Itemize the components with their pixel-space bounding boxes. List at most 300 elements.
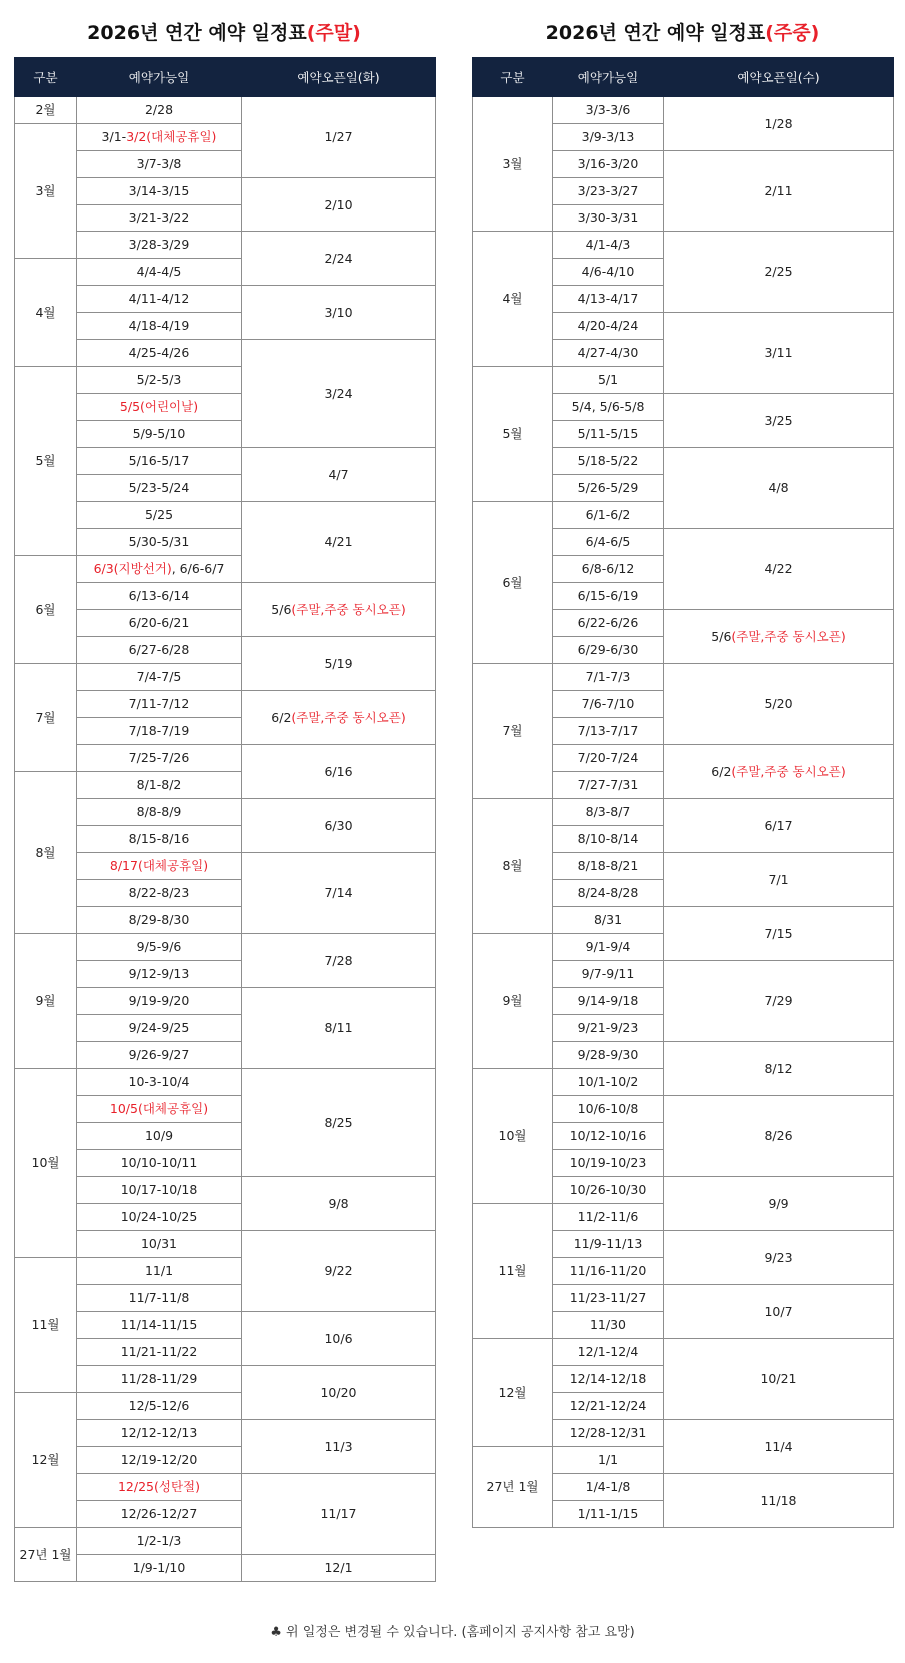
open-date-text: 6/2 — [711, 763, 732, 779]
available-date-text: 10/10-10/11 — [120, 1155, 198, 1170]
available-date-cell — [77, 1177, 242, 1204]
available-date-text: 8/31 — [593, 912, 623, 927]
available-date-cell — [77, 880, 242, 907]
available-date-cell — [77, 178, 242, 205]
open-date-text: 11/17 — [320, 1506, 357, 1521]
available-date-text: 5/4, 5/6-5/8 — [571, 399, 645, 414]
available-date-cell — [77, 556, 242, 583]
available-date-text: 8/29-8/30 — [128, 912, 190, 927]
available-date-text: 8/22-8/23 — [128, 885, 190, 900]
available-date-text: 12/5-12/6 — [128, 1398, 190, 1413]
table-row — [15, 502, 436, 529]
available-date-cell — [77, 718, 242, 745]
month-cell: 4월 — [473, 232, 553, 367]
month-cell: 12월 — [473, 1339, 553, 1447]
month-cell: 27년 1월 — [15, 1528, 77, 1582]
open-date-cell — [664, 1096, 894, 1177]
available-date-text: 5/16-5/17 — [128, 453, 190, 468]
table-row — [15, 799, 436, 826]
available-date-text: 4/6-4/10 — [581, 264, 635, 279]
open-date-cell — [242, 502, 436, 583]
available-date-cell — [77, 1123, 242, 1150]
open-date-cell — [664, 664, 894, 745]
available-date-text: 6/29-6/30 — [577, 642, 639, 657]
available-date-cell — [553, 1015, 664, 1042]
available-date-text: , 6/6-6/7 — [171, 561, 225, 576]
available-date-highlight-text: 12/25(성탄절) — [117, 1479, 200, 1494]
available-date-text: 3/14-3/15 — [128, 183, 190, 198]
available-date-text: 1/1 — [597, 1452, 619, 1467]
table-row — [473, 232, 894, 259]
open-date-cell — [664, 745, 894, 799]
open-date-cell — [242, 583, 436, 637]
open-date-cell — [242, 448, 436, 502]
available-date-text: 10/6-10/8 — [577, 1101, 639, 1116]
available-date-text: 7/13-7/17 — [577, 723, 639, 738]
available-date-text: 4/11-4/12 — [128, 291, 190, 306]
available-date-cell — [553, 961, 664, 988]
open-date-highlight-text: (주말,주중 동시오픈) — [731, 763, 846, 779]
available-date-cell — [553, 583, 664, 610]
available-date-cell — [553, 1258, 664, 1285]
table-row — [15, 1366, 436, 1393]
col-header-available-dates: 예약가능일 — [77, 58, 242, 97]
col-header-open-date: 예약오픈일(화) — [242, 58, 436, 97]
month-cell: 7월 — [473, 664, 553, 799]
month-cell: 8월 — [15, 772, 77, 934]
col-header-open-date: 예약오픈일(수) — [664, 58, 894, 97]
available-date-text: 9/19-9/20 — [128, 993, 190, 1008]
open-date-cell — [664, 1420, 894, 1474]
open-date-text: 5/6 — [271, 601, 292, 617]
available-date-cell — [77, 205, 242, 232]
open-date-cell — [664, 1177, 894, 1231]
month-cell: 8월 — [473, 799, 553, 934]
available-date-text: 9/5-9/6 — [136, 939, 182, 954]
available-date-highlight-text: 6/3(지방선거) — [93, 561, 172, 576]
available-date-text: 8/1-8/2 — [136, 777, 182, 792]
available-date-cell — [77, 772, 242, 799]
open-date-cell — [664, 853, 894, 907]
open-date-text: 8/25 — [324, 1114, 353, 1130]
available-date-cell — [77, 259, 242, 286]
available-date-text: 3/7-3/8 — [136, 156, 182, 171]
available-date-text: 10/26-10/30 — [569, 1182, 647, 1197]
open-date-cell — [664, 961, 894, 1042]
open-date-text: 2/10 — [324, 196, 353, 212]
available-date-cell — [77, 1096, 242, 1123]
table-row — [473, 664, 894, 691]
available-date-cell — [77, 232, 242, 259]
open-date-cell — [664, 1474, 894, 1528]
open-date-text: 1/27 — [324, 129, 353, 144]
available-date-text: 4/4-4/5 — [136, 264, 182, 279]
available-date-text: 6/1-6/2 — [585, 507, 631, 522]
open-date-text: 4/21 — [324, 534, 353, 549]
open-date-text: 6/2 — [271, 709, 292, 725]
available-date-text: 5/30-5/31 — [128, 534, 190, 549]
weekend-title-tag: (주말) — [306, 22, 361, 44]
table-row — [15, 583, 436, 610]
available-date-cell — [77, 1501, 242, 1528]
available-date-cell — [77, 421, 242, 448]
open-date-cell — [242, 178, 436, 232]
available-date-text: 9/21-9/23 — [577, 1020, 639, 1035]
available-date-text: 6/20-6/21 — [128, 615, 190, 630]
open-date-highlight-text: (주말,주중 동시오픈) — [291, 601, 406, 617]
month-cell: 4월 — [15, 259, 77, 367]
available-date-text: 1/4-1/8 — [585, 1479, 631, 1494]
table-row — [15, 988, 436, 1015]
available-date-cell — [553, 826, 664, 853]
available-date-cell — [553, 1366, 664, 1393]
available-date-text: 7/27-7/31 — [577, 777, 639, 792]
available-date-text: 10/24-10/25 — [120, 1209, 198, 1224]
available-date-cell — [77, 691, 242, 718]
open-date-text: 2/25 — [764, 264, 793, 279]
available-date-text: 9/24-9/25 — [128, 1020, 190, 1035]
weekday-title — [472, 18, 893, 48]
table-row — [473, 97, 894, 124]
available-date-text: 5/2-5/3 — [136, 372, 182, 387]
open-date-text: 3/24 — [324, 385, 353, 401]
available-date-text: 12/12-12/13 — [120, 1425, 198, 1440]
available-date-cell — [553, 1150, 664, 1177]
available-date-cell — [553, 610, 664, 637]
available-date-text: 7/11-7/12 — [128, 696, 190, 711]
available-date-text: 7/4-7/5 — [136, 669, 182, 684]
available-date-text: 4/25-4/26 — [128, 345, 190, 360]
open-date-text: 11/4 — [764, 1438, 793, 1454]
open-date-cell — [242, 286, 436, 340]
available-date-text: 7/6-7/10 — [581, 696, 635, 711]
open-date-text: 9/23 — [764, 1249, 793, 1265]
table-header-row — [473, 58, 894, 97]
available-date-cell — [553, 151, 664, 178]
available-date-text: 12/21-12/24 — [569, 1398, 647, 1413]
available-date-text: 11/7-11/8 — [128, 1290, 190, 1305]
available-date-text: 4/18-4/19 — [128, 318, 190, 333]
available-date-cell — [553, 394, 664, 421]
available-date-text: 11/28-11/29 — [120, 1371, 198, 1386]
open-date-text: 10/21 — [760, 1371, 797, 1386]
available-date-text: 9/7-9/11 — [581, 966, 635, 981]
available-date-cell — [553, 475, 664, 502]
open-date-text: 2/11 — [764, 183, 793, 198]
month-cell: 11월 — [15, 1258, 77, 1393]
available-date-text: 6/4-6/5 — [585, 534, 631, 549]
open-date-text: 12/1 — [324, 1560, 353, 1575]
available-date-text: 10/31 — [140, 1236, 178, 1251]
available-date-cell — [77, 97, 242, 124]
available-date-cell — [77, 529, 242, 556]
available-date-text: 10/17-10/18 — [120, 1182, 198, 1197]
month-cell: 10월 — [15, 1069, 77, 1258]
available-date-text: 5/9-5/10 — [132, 426, 186, 441]
open-date-cell — [664, 799, 894, 853]
available-date-cell — [77, 313, 242, 340]
available-date-text: 12/1-12/4 — [577, 1344, 639, 1359]
available-date-text: 8/10-8/14 — [577, 831, 639, 846]
available-date-cell — [553, 691, 664, 718]
open-date-cell — [664, 232, 894, 313]
open-date-text: 9/8 — [328, 1195, 349, 1211]
open-date-cell — [242, 853, 436, 934]
available-date-cell — [77, 151, 242, 178]
available-date-cell — [553, 718, 664, 745]
available-date-highlight-text: 8/17(대체공휴일) — [109, 858, 209, 873]
available-date-text: 1/11-1/15 — [577, 1506, 639, 1521]
available-date-text: 9/28-9/30 — [577, 1047, 639, 1062]
available-date-text: 11/1 — [144, 1263, 174, 1278]
table-row — [15, 286, 436, 313]
open-date-cell — [242, 1177, 436, 1231]
available-date-text: 1/9-1/10 — [132, 1560, 186, 1575]
available-date-cell — [553, 1123, 664, 1150]
available-date-cell — [553, 1177, 664, 1204]
available-date-cell — [553, 745, 664, 772]
available-date-text: 11/9-11/13 — [573, 1236, 643, 1251]
open-date-text: 6/30 — [324, 817, 353, 833]
available-date-cell — [553, 1447, 664, 1474]
available-date-text: 5/25 — [144, 507, 174, 522]
weekday-title-text: 2026년 연간 예약 일정표 — [545, 22, 766, 44]
available-date-text: 11/21-11/22 — [120, 1344, 198, 1359]
table-row — [15, 97, 436, 124]
open-date-cell — [242, 691, 436, 745]
table-row — [15, 1420, 436, 1447]
month-cell: 3월 — [15, 124, 77, 259]
available-date-text: 5/26-5/29 — [577, 480, 639, 495]
available-date-cell — [77, 1474, 242, 1501]
available-date-cell — [553, 232, 664, 259]
available-date-text: 8/18-8/21 — [577, 858, 639, 873]
open-date-cell — [242, 340, 436, 448]
open-date-cell — [664, 97, 894, 151]
open-date-cell — [242, 97, 436, 178]
table-row — [15, 340, 436, 367]
open-date-cell — [242, 1555, 436, 1582]
open-date-cell — [242, 988, 436, 1069]
available-date-text: 4/1-4/3 — [585, 237, 631, 252]
available-date-text: 12/26-12/27 — [120, 1506, 198, 1521]
available-date-cell — [553, 97, 664, 124]
open-date-cell — [664, 1339, 894, 1420]
col-header-category: 구분 — [473, 58, 553, 97]
open-date-text: 7/14 — [324, 885, 353, 900]
table-row — [15, 1231, 436, 1258]
open-date-cell — [664, 313, 894, 394]
open-date-text: 4/8 — [768, 480, 789, 495]
available-date-cell — [77, 1339, 242, 1366]
available-date-cell — [77, 448, 242, 475]
open-date-text: 1/28 — [764, 115, 793, 131]
available-date-cell — [553, 934, 664, 961]
available-date-cell — [77, 1447, 242, 1474]
available-date-text: 9/14-9/18 — [577, 993, 639, 1008]
available-date-text: 9/12-9/13 — [128, 966, 190, 981]
month-cell: 2월 — [15, 97, 77, 124]
available-date-cell — [77, 1528, 242, 1555]
open-date-cell — [664, 151, 894, 232]
available-date-text: 6/27-6/28 — [128, 642, 190, 657]
available-date-text: 5/11-5/15 — [577, 426, 639, 441]
open-date-text: 7/29 — [764, 993, 793, 1008]
table-row — [15, 1474, 436, 1501]
available-date-cell — [77, 988, 242, 1015]
available-date-highlight-text: 3/2(대체공휴일) — [126, 129, 217, 144]
open-date-text: 3/10 — [324, 304, 353, 320]
available-date-cell — [553, 1069, 664, 1096]
available-date-text: 9/1-9/4 — [585, 939, 631, 954]
available-date-text: 11/30 — [589, 1317, 627, 1332]
open-date-text: 7/1 — [768, 871, 789, 887]
open-date-text: 3/25 — [764, 412, 793, 428]
table-row — [473, 799, 894, 826]
weekday-schedule-table — [472, 57, 894, 1528]
available-date-cell — [553, 853, 664, 880]
open-date-cell — [664, 394, 894, 448]
open-date-cell — [242, 637, 436, 691]
open-date-cell — [242, 1366, 436, 1420]
available-date-cell — [553, 1339, 664, 1366]
table-row — [15, 853, 436, 880]
available-date-cell — [77, 1015, 242, 1042]
open-date-cell — [242, 934, 436, 988]
month-cell: 7월 — [15, 664, 77, 772]
month-cell: 12월 — [15, 1393, 77, 1528]
available-date-cell — [77, 475, 242, 502]
month-cell: 3월 — [473, 97, 553, 232]
available-date-text: 6/13-6/14 — [128, 588, 190, 603]
open-date-text: 5/20 — [764, 696, 793, 711]
weekend-schedule-table — [14, 57, 436, 1582]
available-date-cell — [553, 259, 664, 286]
available-date-cell — [553, 340, 664, 367]
open-date-cell — [664, 907, 894, 961]
open-date-cell — [242, 1231, 436, 1312]
available-date-cell — [77, 1204, 242, 1231]
open-date-cell — [664, 448, 894, 529]
available-date-cell — [77, 583, 242, 610]
open-date-highlight-text: (주말,주중 동시오픈) — [291, 709, 406, 725]
open-date-text: 7/15 — [764, 925, 793, 941]
open-date-text: 6/16 — [324, 763, 353, 779]
available-date-text: 4/27-4/30 — [577, 345, 639, 360]
available-date-cell — [553, 1285, 664, 1312]
available-date-cell — [77, 1150, 242, 1177]
available-date-cell — [77, 907, 242, 934]
available-date-cell — [77, 637, 242, 664]
available-date-cell — [553, 988, 664, 1015]
open-date-text: 2/24 — [324, 250, 353, 266]
available-date-cell — [77, 1231, 242, 1258]
available-date-cell — [553, 1204, 664, 1231]
month-cell: 5월 — [15, 367, 77, 556]
available-date-text: 12/28-12/31 — [569, 1425, 647, 1440]
open-date-text: 5/19 — [324, 655, 353, 671]
footer-note: ♣ 위 일정은 변경될 수 있습니다. (홈페이지 공지사항 참고 요망) — [270, 1625, 635, 1640]
available-date-text: 10/9 — [144, 1128, 174, 1143]
available-date-cell — [77, 961, 242, 988]
available-date-cell — [553, 556, 664, 583]
open-date-text: 8/26 — [764, 1128, 793, 1143]
available-date-text: 5/18-5/22 — [577, 453, 639, 468]
available-date-text: 4/13-4/17 — [577, 291, 639, 306]
available-date-cell — [77, 1393, 242, 1420]
open-date-highlight-text: (주말,주중 동시오픈) — [731, 628, 846, 644]
table-row — [473, 1339, 894, 1366]
available-date-text: 3/30-3/31 — [577, 210, 639, 225]
month-cell: 27년 1월 — [473, 1447, 553, 1528]
weekend-title-text: 2026년 연간 예약 일정표 — [87, 22, 307, 44]
available-date-cell — [77, 799, 242, 826]
open-date-text: 6/17 — [764, 817, 793, 833]
available-date-text: 12/14-12/18 — [569, 1371, 647, 1386]
available-date-text: 5/23-5/24 — [128, 480, 190, 495]
open-date-text: 8/12 — [764, 1060, 793, 1076]
available-date-text: 6/15-6/19 — [577, 588, 639, 603]
table-row — [15, 1177, 436, 1204]
available-date-text: 5/1 — [597, 372, 619, 387]
open-date-text: 10/20 — [320, 1384, 357, 1400]
table-row — [15, 637, 436, 664]
open-date-text: 9/9 — [768, 1195, 789, 1211]
available-date-cell — [77, 1366, 242, 1393]
open-date-cell — [242, 799, 436, 853]
available-date-text: 3/9-3/13 — [581, 129, 635, 144]
month-cell: 5월 — [473, 367, 553, 502]
month-cell: 9월 — [473, 934, 553, 1069]
table-row — [15, 934, 436, 961]
available-date-cell — [553, 205, 664, 232]
col-header-category: 구분 — [15, 58, 77, 97]
available-date-cell — [77, 367, 242, 394]
available-date-cell — [553, 907, 664, 934]
open-date-cell — [242, 1069, 436, 1177]
available-date-cell — [77, 1258, 242, 1285]
available-date-cell — [553, 637, 664, 664]
available-date-text: 8/15-8/16 — [128, 831, 190, 846]
available-date-text: 1/2-1/3 — [136, 1533, 182, 1548]
available-date-cell — [553, 178, 664, 205]
available-date-text: 3/1- — [101, 129, 127, 144]
available-date-text: 6/22-6/26 — [577, 615, 639, 630]
open-date-text: 10/6 — [324, 1330, 353, 1346]
available-date-cell — [77, 826, 242, 853]
month-cell: 10월 — [473, 1069, 553, 1204]
open-date-text: 10/7 — [764, 1303, 793, 1319]
available-date-cell — [553, 1393, 664, 1420]
open-date-cell — [664, 1285, 894, 1339]
open-date-text: 4/22 — [764, 561, 793, 576]
available-date-text: 3/3-3/6 — [585, 102, 631, 117]
table-row — [15, 1555, 436, 1582]
table-row — [15, 178, 436, 205]
col-header-available-dates: 예약가능일 — [553, 58, 664, 97]
open-date-cell — [664, 1231, 894, 1285]
available-date-cell — [77, 124, 242, 151]
open-date-text: 9/22 — [324, 1263, 353, 1278]
open-date-cell — [242, 745, 436, 799]
open-date-text: 7/28 — [324, 952, 353, 968]
available-date-cell — [77, 1420, 242, 1447]
available-date-text: 11/2-11/6 — [577, 1209, 639, 1224]
available-date-cell — [77, 745, 242, 772]
available-date-cell — [553, 367, 664, 394]
table-row — [15, 1312, 436, 1339]
month-cell: 6월 — [473, 502, 553, 664]
